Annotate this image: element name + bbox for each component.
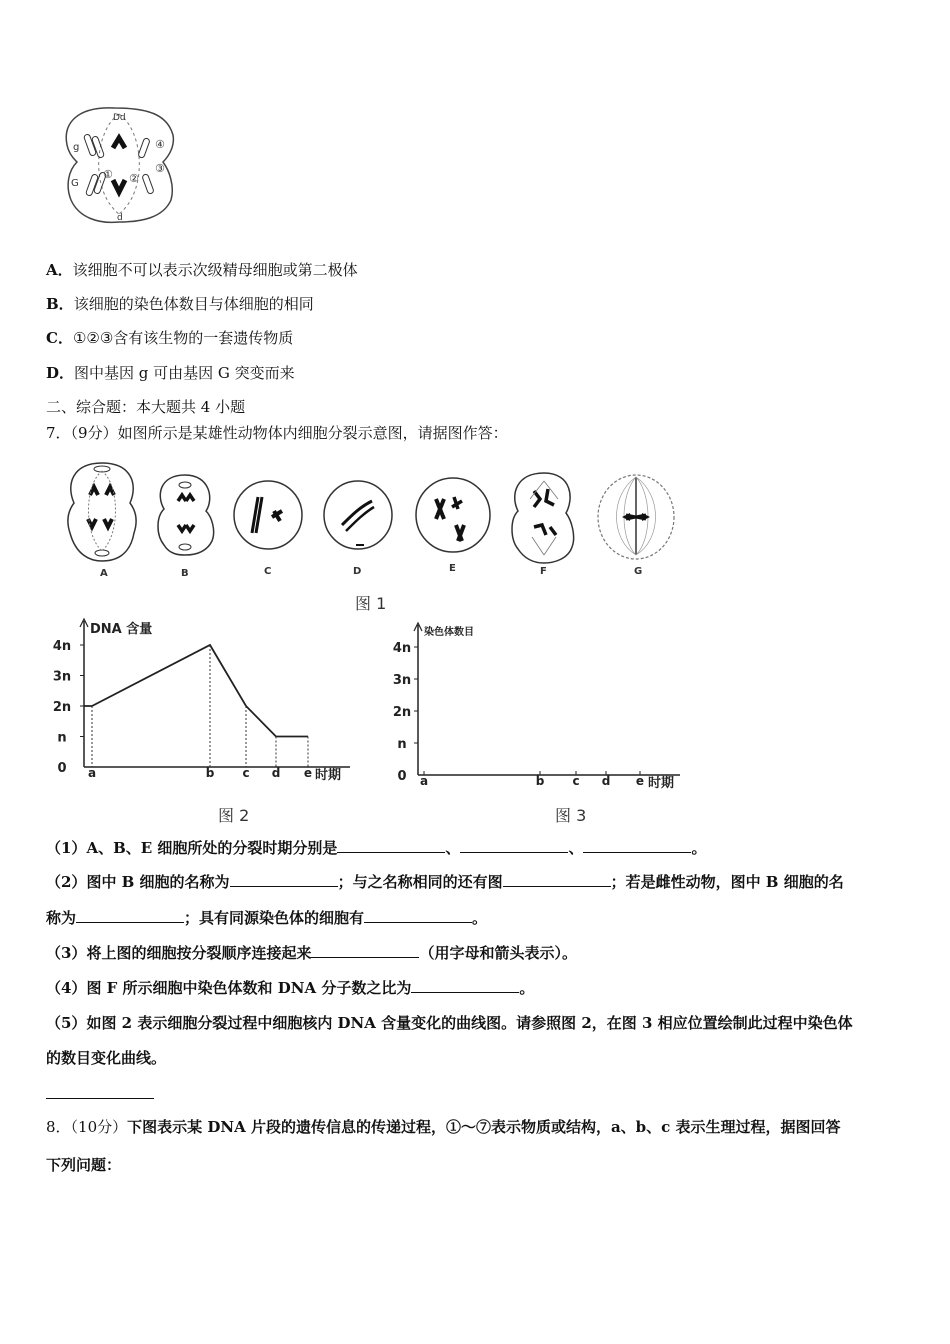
q7-sub5-line2 (46, 1048, 166, 1068)
fig2-y-tick-label: n (57, 730, 67, 746)
answer-blank[interactable] (230, 872, 338, 887)
sub2-cont2: ；具有同源染色体的细胞有 (184, 909, 365, 927)
fig2-x-tick-label: d (271, 766, 281, 780)
fig3-ylabel: 染色体数目 (424, 627, 474, 638)
q7-sub2-line1 (46, 872, 844, 892)
label-2: ② (129, 172, 139, 185)
fig3-x-tick-label: c (572, 774, 580, 788)
figure1-caption: 图 1 (355, 594, 387, 613)
sub1-sep: 、 (568, 839, 584, 857)
option-d (46, 363, 295, 383)
sub4-text: 图 F 所示细胞中染色体数和 DNA 分子数之比为 (86, 979, 412, 997)
q7-sub3 (46, 943, 577, 963)
option-letter: A． (46, 261, 73, 279)
sub2-end: 。 (472, 909, 488, 927)
cell-label-G: G (634, 566, 643, 577)
q8-stem-line1 (46, 1117, 841, 1137)
sub2-cont1: 称为 (46, 909, 77, 927)
figure3-chart (393, 623, 680, 791)
cell-C (234, 481, 302, 549)
sub2-text3: ；若是雌性动物，图中 B 细胞的名 (610, 873, 844, 891)
fig2-x-tick-label: a (87, 766, 97, 780)
q8-number: 8． (46, 1118, 71, 1136)
cell-label-C: C (264, 566, 272, 577)
q7-number: 7． (46, 424, 71, 442)
cell-label-D: D (353, 566, 362, 577)
option-a (46, 260, 358, 280)
fig3-x-tick-label: e (635, 774, 645, 788)
option-c (46, 328, 293, 348)
q7-points: （9分） (70, 424, 118, 442)
fig3-y-tick-label: 0 (397, 769, 407, 784)
charts-svg (0, 615, 720, 825)
fig2-x-tick-label: e (303, 766, 313, 780)
cell-label-F: F (540, 566, 547, 577)
fig2-y-tick-label: 2n (52, 700, 72, 715)
top-cell-diagram (55, 100, 185, 230)
fig3-y-tick-label: n (397, 737, 407, 752)
figure2-caption: 图 2 (218, 806, 250, 825)
q7-stem (46, 423, 508, 443)
cell-G (598, 475, 674, 559)
sub3-tail: （用字母和箭头表示）。 (419, 944, 577, 962)
label-G: G (71, 178, 79, 189)
cell-B (158, 475, 214, 555)
cell-label-B: B (181, 568, 189, 579)
q7-sub2-line2 (46, 908, 487, 928)
option-letter: C． (46, 329, 73, 347)
sub3-text: 将上图的细胞按分裂顺序连接起来 (86, 944, 312, 962)
fig3-y-tick-label: 3n (392, 673, 412, 688)
sub5-text: 如图 2 表示细胞分裂过程中细胞核内 DNA 含量变化的曲线图。请参照图 2，在图 3 相应位置绘制此过程中染色体 (86, 1014, 853, 1032)
sub2-text1: 图中 B 细胞的名称为 (86, 873, 230, 891)
answer-blank[interactable] (460, 838, 568, 853)
q7-sub5-line1 (46, 1013, 853, 1033)
figure2-chart (53, 619, 350, 783)
label-4: ④ (155, 138, 165, 151)
answer-blank[interactable] (337, 838, 445, 853)
fig2-y-tick-label: 0 (57, 761, 67, 776)
label-1: ① (103, 168, 113, 181)
label-3: ③ (155, 162, 165, 175)
fig3-x-tick-label: b (535, 774, 545, 788)
fig3-xlabel: 时期 (648, 776, 675, 791)
sub2-text2: ；与之名称相同的还有图 (337, 873, 503, 891)
sub1-num: （1） (46, 839, 87, 857)
fig2-dna-line (84, 645, 308, 737)
fig3-y-tick-label: 4n (392, 641, 412, 656)
q7-sub4 (46, 978, 534, 998)
sub3-num: （3） (46, 944, 87, 962)
sub1-text: A、B、E 细胞所处的分裂时期分别是 (86, 839, 338, 857)
q8-stem-line2: 下列问题： (46, 1156, 122, 1174)
label-Dd: Dd (113, 113, 126, 123)
fig3-x-tick-label: d (601, 774, 611, 788)
answer-blank[interactable] (76, 908, 184, 923)
option-text: 图中基因 g 可由基因 G 突变而来 (74, 364, 295, 382)
fig3-y-tick-label: 2n (392, 705, 412, 720)
fig3-x-tick-label: a (419, 774, 429, 788)
cell-label-A: A (100, 568, 108, 579)
q8-points: （10分） (70, 1118, 128, 1136)
q7-sub1 (46, 838, 706, 858)
figure1-cells (60, 455, 680, 585)
option-letter: D． (46, 364, 75, 382)
sub5-num: （5） (46, 1014, 87, 1032)
cell-label-E: E (449, 563, 456, 574)
label-g: g (73, 142, 80, 153)
option-b (46, 294, 314, 314)
sub4-num: （4） (46, 979, 87, 997)
option-text: ①②③含有该生物的一套遗传物质 (72, 329, 294, 347)
label-d: d (117, 213, 123, 223)
fig2-y-tick-label: 3n (52, 669, 72, 685)
fig2-x-tick-label: b (205, 766, 215, 780)
option-text: 该细胞的染色体数目与体细胞的相同 (73, 295, 314, 313)
sub1-end: 。 (691, 839, 707, 857)
answer-blank[interactable] (583, 838, 691, 853)
q8-stem: 下图表示某 DNA 片段的遗传信息的传递过程，①～⑦表示物质或结构，a、b、c 表示生理过程，据图回答 (127, 1118, 841, 1136)
cell-A (68, 463, 136, 561)
fig2-xlabel: 时期 (315, 768, 342, 783)
sub1-sep: 、 (445, 839, 461, 857)
answer-blank-sub5[interactable] (46, 1098, 154, 1099)
fig2-x-tick-label: c (242, 766, 250, 780)
cell-D (324, 481, 392, 549)
q7-stem-text: 如图所示是某雄性动物体内细胞分裂示意图，请据图作答： (117, 424, 508, 442)
cell-E (416, 478, 490, 552)
option-text: 该细胞不可以表示次级精母细胞或第二极体 (72, 261, 358, 279)
sub2-num: （2） (46, 873, 87, 891)
answer-blank[interactable] (411, 978, 519, 993)
fig2-ylabel: DNA 含量 (90, 622, 153, 637)
fig2-y-tick-label: 4n (52, 639, 72, 654)
answer-blank[interactable] (503, 872, 611, 887)
sub5-cont: 的数目变化曲线。 (46, 1049, 167, 1067)
cell-F (512, 473, 574, 563)
sub4-end: 。 (519, 979, 535, 997)
answer-blank[interactable] (311, 943, 419, 958)
section-heading: 二、综合题：本大题共 4 小题 (46, 398, 246, 416)
option-letter: B． (46, 295, 74, 313)
answer-blank[interactable] (364, 908, 472, 923)
figure3-caption: 图 3 (555, 806, 587, 825)
